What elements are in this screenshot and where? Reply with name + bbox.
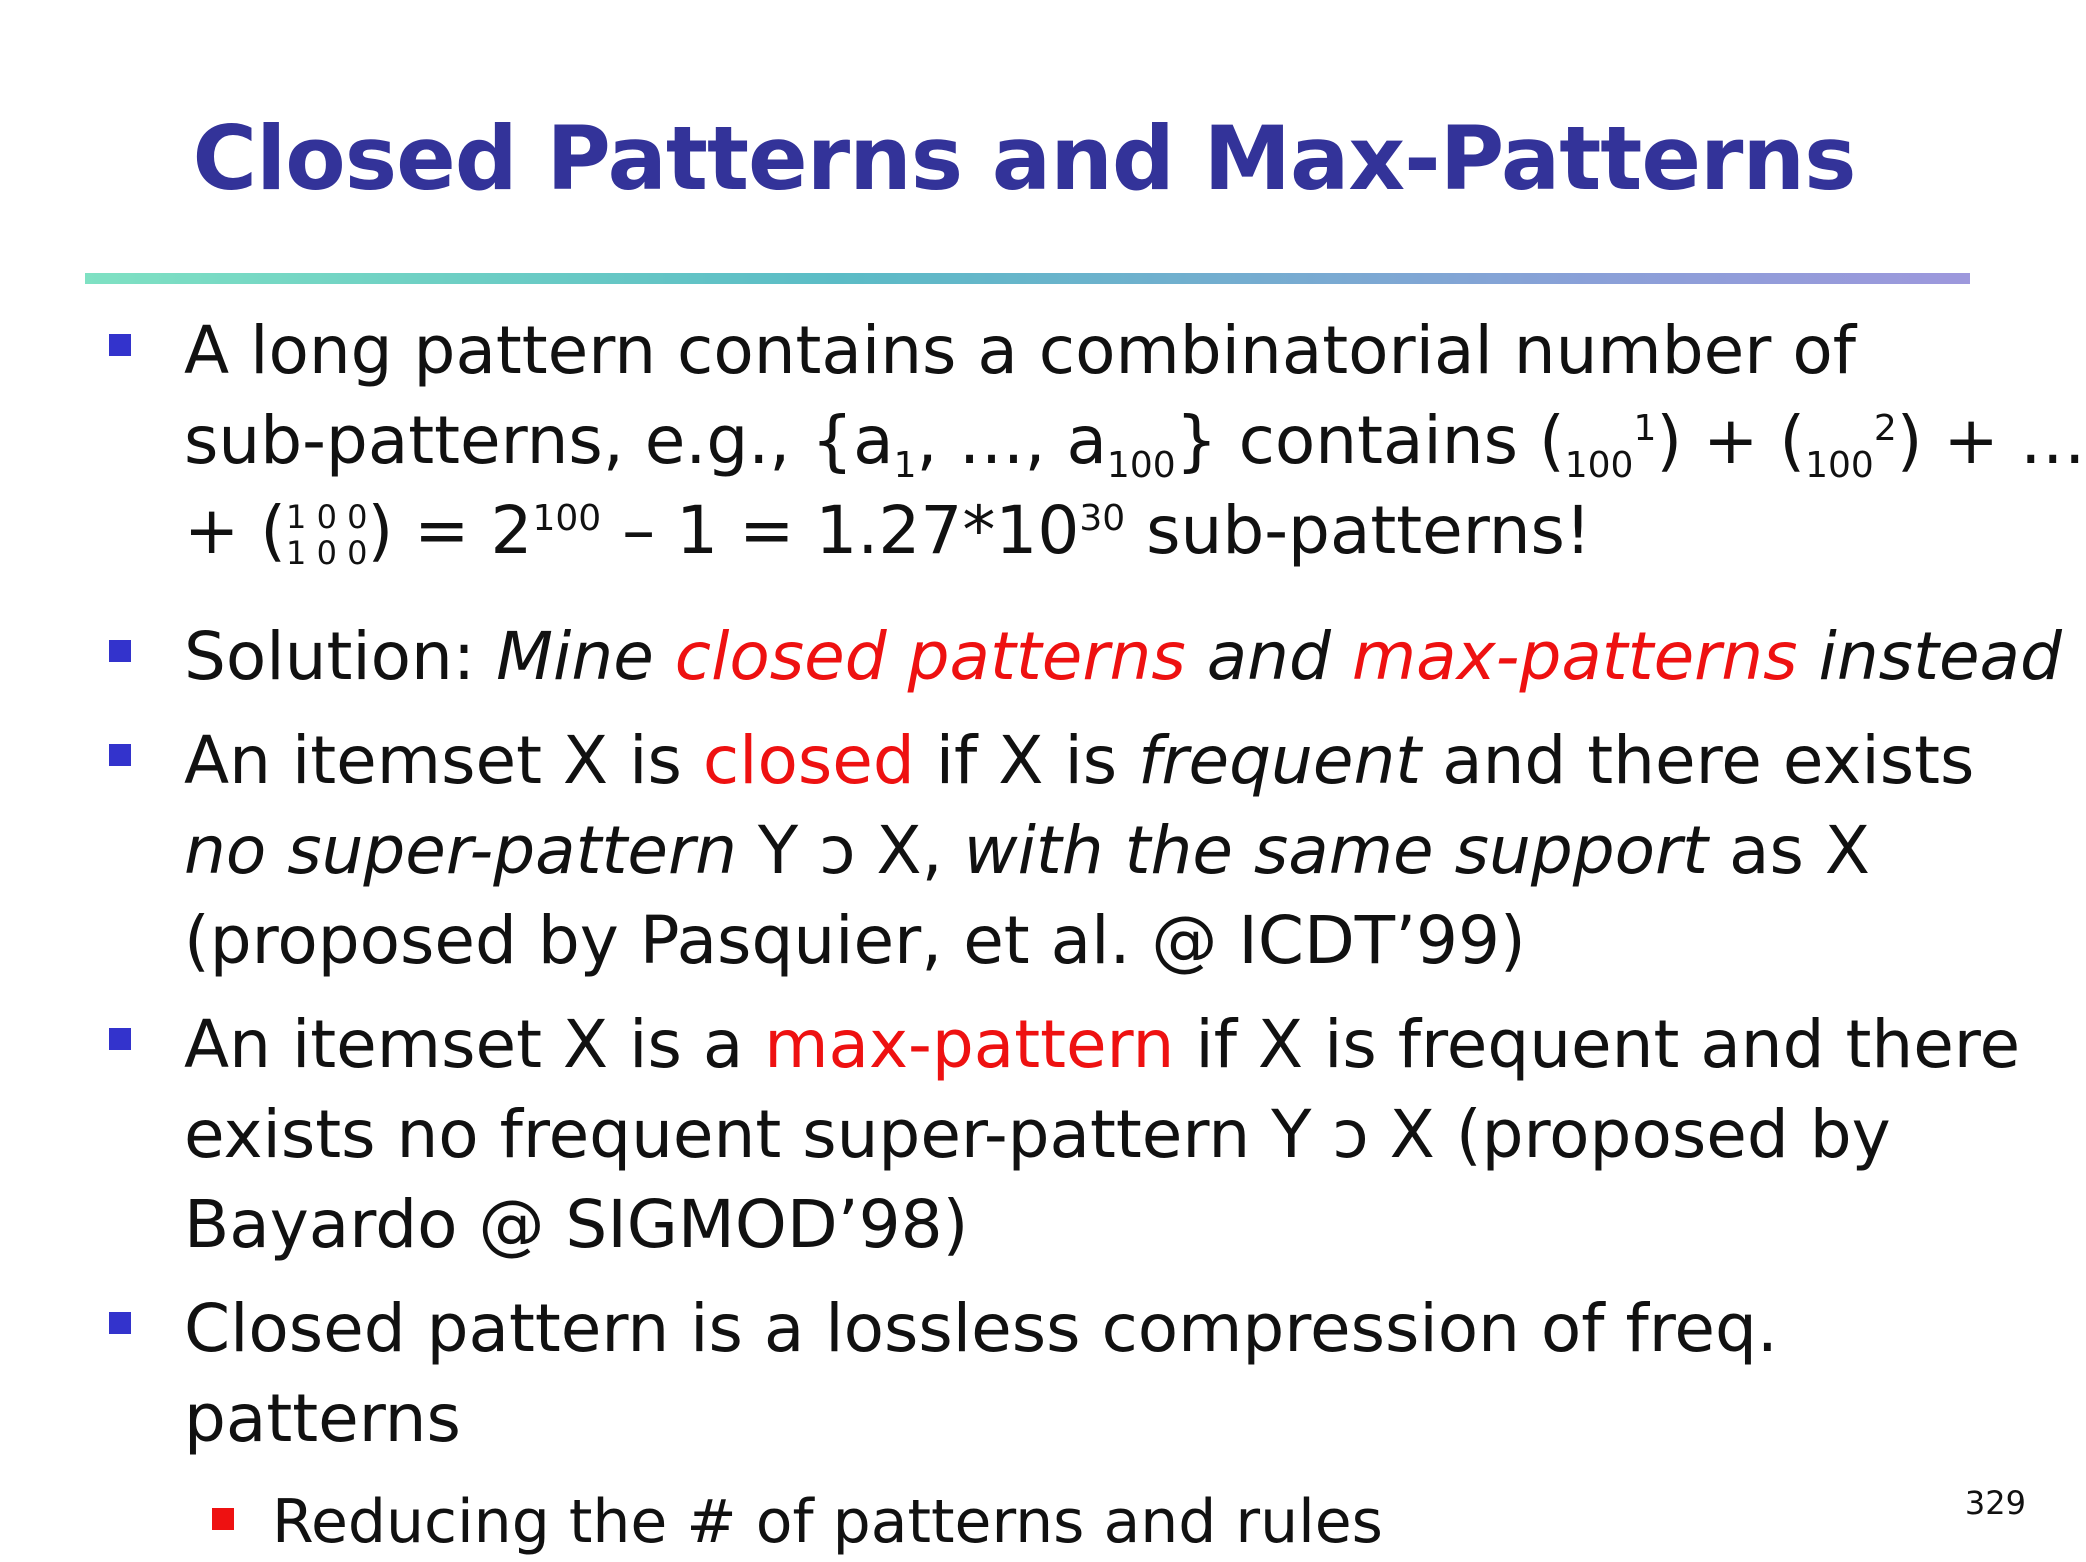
text-run: Mine: [496, 618, 675, 695]
highlight-text: max-patterns: [1351, 618, 1798, 695]
bullet-4-line-3: Bayardo @ SIGMOD’98): [184, 1186, 969, 1263]
sub-bullet-marker: [212, 1508, 234, 1530]
text-run: , …, a: [916, 402, 1107, 479]
bullet-marker: [109, 334, 131, 356]
bullet-2-line-1: [184, 612, 2062, 702]
superscript: 100: [532, 498, 602, 539]
fraction-stack: [286, 499, 367, 571]
bullet-3: [184, 716, 1974, 986]
page-number: 329: [1964, 1484, 2026, 1522]
subscript: 100: [1564, 445, 1634, 487]
bullet-marker: [109, 1312, 131, 1334]
text-run: } contains (: [1175, 402, 1565, 479]
subscript: 1: [893, 445, 917, 487]
text-run: An itemset X is: [184, 722, 703, 799]
bullet-marker: [109, 1028, 131, 1050]
text-run: frequent: [1138, 722, 1422, 799]
bullet-1-line-3: [184, 486, 2086, 576]
bullet-3-line-1: [184, 716, 1974, 806]
slide-title: Closed Patterns and Max-Patterns: [192, 107, 1856, 210]
subscript: 100: [1805, 445, 1874, 487]
superscript: 1: [1633, 408, 1657, 449]
highlight-text: closed patterns: [674, 618, 1186, 695]
text-run: with the same support: [963, 812, 1709, 889]
title-divider: [85, 273, 1970, 284]
superscript: 30: [1079, 498, 1126, 539]
text-run: no super-pattern: [184, 812, 737, 889]
text-run: ) = 2: [367, 492, 533, 569]
sub-bullet-1: Reducing the # of patterns and rules: [272, 1487, 1383, 1557]
text-run: and there exists: [1421, 722, 1975, 799]
bullet-5-line-2: patterns: [184, 1380, 461, 1457]
superscript: 2: [1873, 408, 1897, 449]
text-run: ) + (: [1656, 402, 1806, 479]
bullet-4-line-1: [184, 1000, 2020, 1090]
bullet-4-line-2: exists no frequent super-pattern Y ɔ X (proposed by: [184, 1096, 1891, 1173]
text-run: Y ɔ X,: [736, 812, 964, 889]
bullet-marker: [109, 640, 131, 662]
text-run: as X: [1708, 812, 1871, 889]
bullet-4: [184, 1000, 2020, 1270]
text-run: if X is: [914, 722, 1139, 799]
highlight-text: closed: [702, 722, 915, 799]
fraction-top: 1 0 0: [286, 497, 368, 536]
text-run: – 1 = 1.27*10: [601, 492, 1080, 569]
bullet-5: [184, 1284, 1778, 1464]
text-run: instead: [1797, 618, 2062, 695]
text-run: Solution:: [184, 618, 497, 695]
bullet-5-line-1: Closed pattern is a lossless compression of freq.: [184, 1290, 1778, 1367]
bullet-marker: [109, 744, 131, 766]
text-run: if X is frequent and there: [1174, 1006, 2021, 1083]
bullet-2: [184, 612, 2062, 702]
bullet-1-line-1: A long pattern contains a combinatorial number of: [184, 312, 1856, 389]
text-run: ) + …: [1896, 402, 2086, 479]
bullet-1: [184, 306, 2086, 576]
text-run: sub-patterns, e.g., {a: [184, 402, 894, 479]
bullet-3-line-3: (proposed by Pasquier, et al. @ ICDT’99): [184, 902, 1526, 979]
bullet-1-line-2: [184, 396, 2086, 486]
highlight-text: max-pattern: [764, 1006, 1175, 1083]
text-run: sub-patterns!: [1125, 492, 1592, 569]
bullet-3-line-2: [184, 806, 1974, 896]
text-run: and: [1185, 618, 1352, 695]
subscript: 100: [1106, 445, 1176, 487]
text-run: An itemset X is a: [184, 1006, 765, 1083]
text-run: + (: [184, 492, 287, 569]
fraction-bottom: 1 0 0: [286, 533, 368, 572]
